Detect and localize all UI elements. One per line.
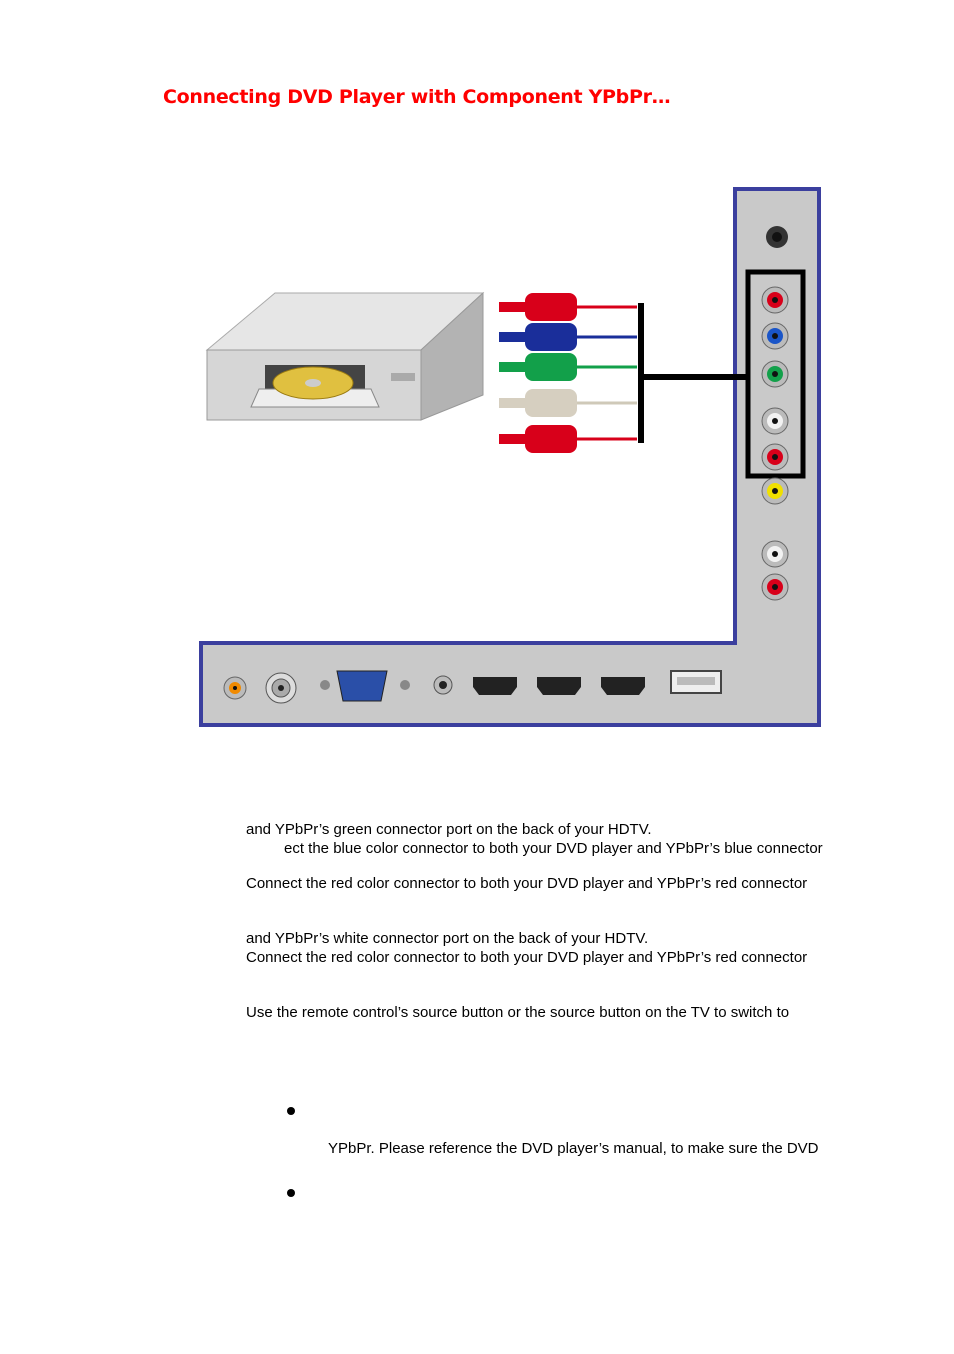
antenna-port-icon <box>266 673 296 703</box>
audio-white-port-icon <box>762 408 788 434</box>
instruction-line: Connect the red color connector to both your DVD player and YPbPr’s red connector <box>246 875 808 892</box>
hdmi-port-1-icon <box>473 677 517 695</box>
instruction-line: Connect the red color connector to both your DVD player and YPbPr’s red connector <box>246 949 808 966</box>
component-cables-icon <box>499 293 748 453</box>
ypbpr-green-port-icon <box>762 361 788 387</box>
note-line: YPbPr. Please reference the DVD player’s manual, to make sure the DVD <box>328 1140 819 1157</box>
note-bullet <box>287 1107 295 1115</box>
hdmi-port-2-icon <box>537 677 581 695</box>
dvd-player-icon <box>207 293 483 420</box>
connection-diagram <box>195 185 825 730</box>
instruction-line: and YPbPr’s green connector port on the back of your HDTV. <box>246 821 652 838</box>
headphone-port-icon <box>766 226 788 248</box>
ypbpr-blue-port-icon <box>762 323 788 349</box>
tv-back-panel <box>201 189 819 725</box>
av-white-port-icon <box>762 541 788 567</box>
usb-port-icon <box>671 671 721 693</box>
note-bullet <box>287 1189 295 1197</box>
instruction-line: and YPbPr’s white connector port on the back of your HDTV. <box>246 930 649 947</box>
av-red-port-icon <box>762 574 788 600</box>
coax-orange-port-icon <box>224 677 246 699</box>
video-yellow-port-icon <box>762 478 788 504</box>
audio-red-port-icon <box>762 444 788 470</box>
page-title: Connecting DVD Player with Component YPbPr… <box>163 86 671 108</box>
instruction-line: ect the blue color connector to both your DVD player and YPbPr’s blue connector <box>284 840 823 857</box>
instruction-line: Use the remote control’s source button or the source button on the TV to switch to <box>246 1004 790 1021</box>
audio-in-port-icon <box>434 676 452 694</box>
ypbpr-red-port-icon <box>762 287 788 313</box>
hdmi-port-3-icon <box>601 677 645 695</box>
